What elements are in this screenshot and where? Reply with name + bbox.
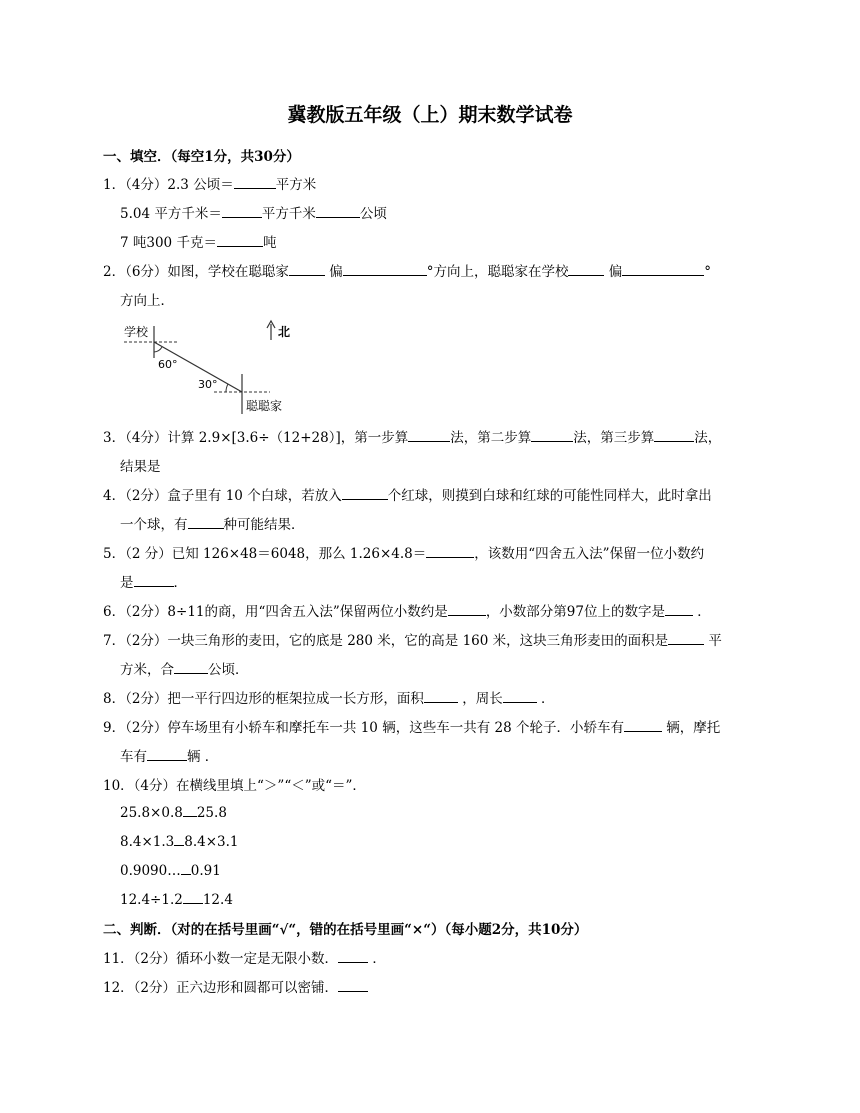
question-4-line-1: 4．（2分）盒子里有 10 个白球，若放入 个红球，则摸到白球和红球的可能性同样大，此时拿出	[103, 488, 712, 504]
answer-blank[interactable]	[426, 544, 474, 558]
question-10-row-4: 12.4÷1.2 12.4	[120, 892, 233, 908]
angle-30-label: 30°	[198, 378, 218, 391]
answer-blank[interactable]	[183, 890, 203, 904]
question-5-line-1: 5．（2 分）已知 126×48＝6048，那么 1.26×4.8＝ ，该数用“四舍五入法”保留一位小数约	[103, 546, 705, 562]
question-9-line-2: 车有 辆 ．	[120, 749, 219, 765]
answer-blank[interactable]	[338, 978, 368, 992]
answer-blank[interactable]	[174, 660, 208, 674]
answer-blank[interactable]	[316, 204, 360, 218]
question-7-line-2: 方米，合 公顷．	[120, 662, 249, 678]
question-8-line-1: 8．（2分）把一平行四边形的框架拉成一长方形，面积 ，周长 ．	[103, 691, 555, 707]
answer-blank[interactable]	[654, 428, 694, 442]
answer-blank[interactable]	[217, 233, 263, 247]
answer-blank[interactable]	[234, 175, 276, 189]
question-10-line-1: 10．（4分）在横线里填上“＞”“＜”或“＝”．	[103, 778, 366, 794]
page-title: 冀教版五年级（上）期末数学试卷	[287, 104, 573, 126]
home-label: 聪聪家	[246, 399, 283, 413]
answer-blank[interactable]	[448, 602, 486, 616]
question-1-line-1: 1．（4分）2.3 公顷＝ 平方米	[103, 177, 317, 193]
question-2-line-1: 2．（6分）如图，学校在聪聪家 偏 °方向上，聪聪家在学校 偏 °	[103, 264, 712, 280]
question-10-row-2: 8.4×1.3 8.4×3.1	[120, 834, 239, 850]
question-5-line-2: 是 ．	[120, 575, 187, 591]
answer-blank[interactable]	[338, 949, 368, 963]
question-7-line-1: 7．（2分）一块三角形的麦田，它的底是 280 米，它的高是 160 米，这块三角形麦田的面积是 平	[103, 633, 722, 649]
angle-arc-30	[226, 384, 228, 392]
section-fill-blank-heading: 一、填空．（每空1分，共30分）	[103, 149, 300, 165]
answer-blank[interactable]	[174, 832, 184, 846]
answer-blank[interactable]	[424, 689, 458, 703]
north-label: 北	[278, 325, 291, 339]
section-true-false-heading: 二、判断．（对的在括号里画“√“，错的在括号里画“×“）（每小题2分，共10分）	[103, 922, 588, 938]
question-10-row-3: 0.9090… 0.91	[120, 863, 221, 879]
answer-blank[interactable]	[289, 262, 325, 276]
question-6-line-1: 6．（2分）8÷11的商，用“四舍五入法”保留两位小数约是 ，小数部分第97位上的数字是 ．	[103, 604, 711, 620]
answer-blank[interactable]	[222, 204, 262, 218]
answer-blank[interactable]	[568, 262, 604, 276]
question-1-line-2: 5.04 平方千米＝ 平方千米 公顷	[120, 206, 387, 222]
answer-blank[interactable]	[188, 515, 224, 529]
question-2-line-2: 方向上．	[120, 293, 174, 309]
answer-blank[interactable]	[665, 602, 693, 616]
direction-diagram	[118, 318, 308, 416]
answer-blank[interactable]	[183, 803, 197, 817]
school-label: 学校	[124, 325, 149, 339]
question-3-line-2: 结果是	[120, 459, 161, 475]
question-3-line-1: 3．（4分）计算 2.9×[3.6÷（12+28）]，第一步算 法，第二步算 法，第三步算 法，	[103, 430, 722, 446]
answer-blank[interactable]	[503, 689, 537, 703]
question-11-line-1: 11．（2分）循环小数一定是无限小数． ．	[103, 951, 386, 967]
answer-blank[interactable]	[343, 262, 427, 276]
question-9-line-1: 9．（2分）停车场里有小轿车和摩托车一共 10 辆，这些车一共有 28 个轮子．小轿车有 辆，摩托	[103, 720, 721, 736]
answer-blank[interactable]	[624, 718, 662, 732]
answer-blank[interactable]	[668, 631, 704, 645]
question-4-line-2: 一个球，有 种可能结果．	[120, 517, 305, 533]
answer-blank[interactable]	[408, 428, 450, 442]
angle-arc-60	[154, 347, 162, 352]
answer-blank[interactable]	[134, 573, 174, 587]
question-10-row-1: 25.8×0.8 25.8	[120, 805, 227, 821]
angle-60-label: 60°	[158, 358, 178, 371]
question-1-line-3: 7 吨300 千克＝ 吨	[120, 235, 277, 251]
answer-blank[interactable]	[342, 486, 388, 500]
answer-blank[interactable]	[181, 861, 191, 875]
answer-blank[interactable]	[622, 262, 704, 276]
question-12-line-1: 12．（2分）正六边形和圆都可以密铺．	[103, 976, 368, 996]
answer-blank[interactable]	[531, 428, 573, 442]
answer-blank[interactable]	[147, 747, 187, 761]
